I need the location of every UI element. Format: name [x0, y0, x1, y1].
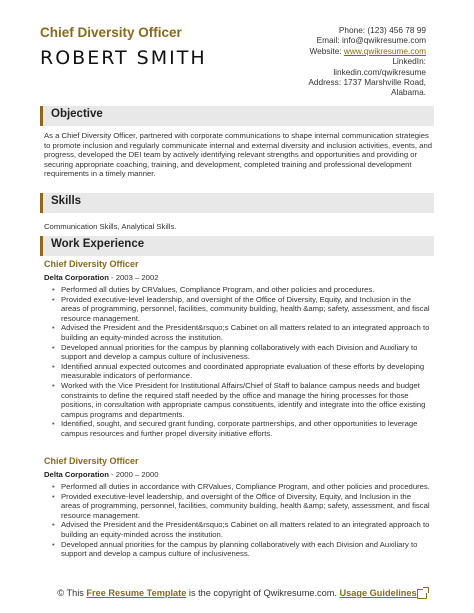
job-2-company-name: Delta Corporation	[44, 470, 109, 479]
header-job-title: Chief Diversity Officer	[40, 25, 182, 40]
job-1-title: Chief Diversity Officer	[44, 259, 139, 269]
usage-guidelines-link[interactable]: Usage Guidelines	[339, 588, 417, 598]
job-1-duties	[52, 285, 432, 439]
list-item: • Developed annual priorities for the campus by planning collaboratively with each Division and Auxiliary to support and develop a campus culture of inclusiveness.	[52, 343, 432, 362]
experience-heading: Work Experience	[51, 238, 145, 250]
website-label: Website:	[309, 45, 344, 56]
objective-section-header	[40, 106, 434, 126]
contact-linkedin: linkedin.com/qwikresume	[333, 66, 426, 77]
contact-email: Email: info@qwikresume.com	[316, 35, 426, 46]
list-item: • Advised the President and the President&rsquo;s Cabinet on all matters related to an integrated approach to building an equity-minded across the institution.	[52, 323, 432, 342]
objective-text: As a Chief Diversity Officer, partnered with corporate communications to shape internal communication strategies to promote inclusion and regularly communicate internal and external diversity and inclusion activities, events, and progress, developed the DEI team by actively identifying relevant strengths and opportunities and providing or securing appropriate coaching, training, and development, completed training and professional development requirements in a timely manner.	[44, 131, 432, 179]
job-1-dates: - 2003 – 2002	[108, 273, 159, 282]
website-link[interactable]: www.qwikresume.com	[343, 45, 426, 56]
job-2-company	[44, 470, 159, 479]
skills-text: Communication Skills, Analytical Skills.	[44, 222, 177, 231]
copyright-footer	[0, 588, 474, 599]
free-resume-template-link[interactable]: Free Resume Template	[86, 588, 187, 598]
experience-section-header	[40, 236, 434, 256]
skills-heading: Skills	[51, 195, 82, 207]
candidate-name: ROBERT SMITH	[40, 47, 207, 69]
list-item: • Provided executive-level leadership, and oversight of the Office of Diversity, Equity, and Inclusion in the areas of programming, personnel, facilities, community building, health &amp; safety, assessment, and fiscal resource management.	[52, 492, 432, 521]
contact-address-1: Address: 1737 Marshville Road,	[308, 77, 426, 88]
job-2-title: Chief Diversity Officer	[44, 456, 139, 466]
contact-phone: Phone: (123) 456 78 99	[338, 25, 426, 35]
list-item: • Identified annual expected outcomes and coordinated appropriate evaluation of these efforts by developing measurable indicators of performance.	[52, 362, 432, 381]
contact-address-2: Alabama.	[390, 87, 426, 98]
objective-heading: Objective	[51, 108, 103, 120]
list-item: • Developed annual priorities for the campus by planning collaboratively with each Division and Auxiliary to support and develop a campus culture of inclusiveness.	[52, 540, 432, 559]
footer-prefix: © This	[57, 588, 87, 598]
list-item: • Performed all duties by CRValues, Compliance Program, and other policies and procedures.	[52, 285, 432, 295]
contact-block	[226, 25, 426, 98]
resume-header	[0, 0, 474, 100]
contact-linkedin-label: LinkedIn:	[392, 56, 426, 67]
job-2-dates: - 2000 – 2000	[108, 470, 159, 479]
job-1-company	[44, 273, 159, 282]
skills-section-header	[40, 193, 434, 213]
list-item: • Performed all duties in accordance with CRValues, Compliance Program, and other policies and procedures.	[52, 482, 432, 492]
list-item: • Provided executive-level leadership, and oversight of the Office of Diversity, Equity, and Inclusion in the areas of programming, personnel, facilities, community building, health &amp; safety, assessment, and fiscal resource management.	[52, 295, 432, 324]
list-item: • Worked with the Vice President for Institutional Affairs/Chief of Staff to balance campus needs and budget constraints to define the required staff needed by the office and manage the hiring processes for those positions, in consultation with appropriate campus constituents, identify and integrate into the office existing campus programs and departments.	[52, 381, 432, 419]
list-item: • Identified, sought, and secured grant funding, corporate partnerships, and other opportunities to leverage campus resources and further propel diversity initiative efforts.	[52, 419, 432, 438]
footer-middle: is the copyright of Qwikresume.com.	[186, 588, 340, 598]
job-2-duties	[52, 482, 432, 559]
contact-website	[226, 46, 426, 56]
list-item: • Advised the President and the President&rsquo;s Cabinet on all matters related to an integrated approach to building an equity-minded across the institution.	[52, 520, 432, 539]
external-link-icon[interactable]	[417, 589, 427, 599]
job-1-company-name: Delta Corporation	[44, 273, 109, 282]
